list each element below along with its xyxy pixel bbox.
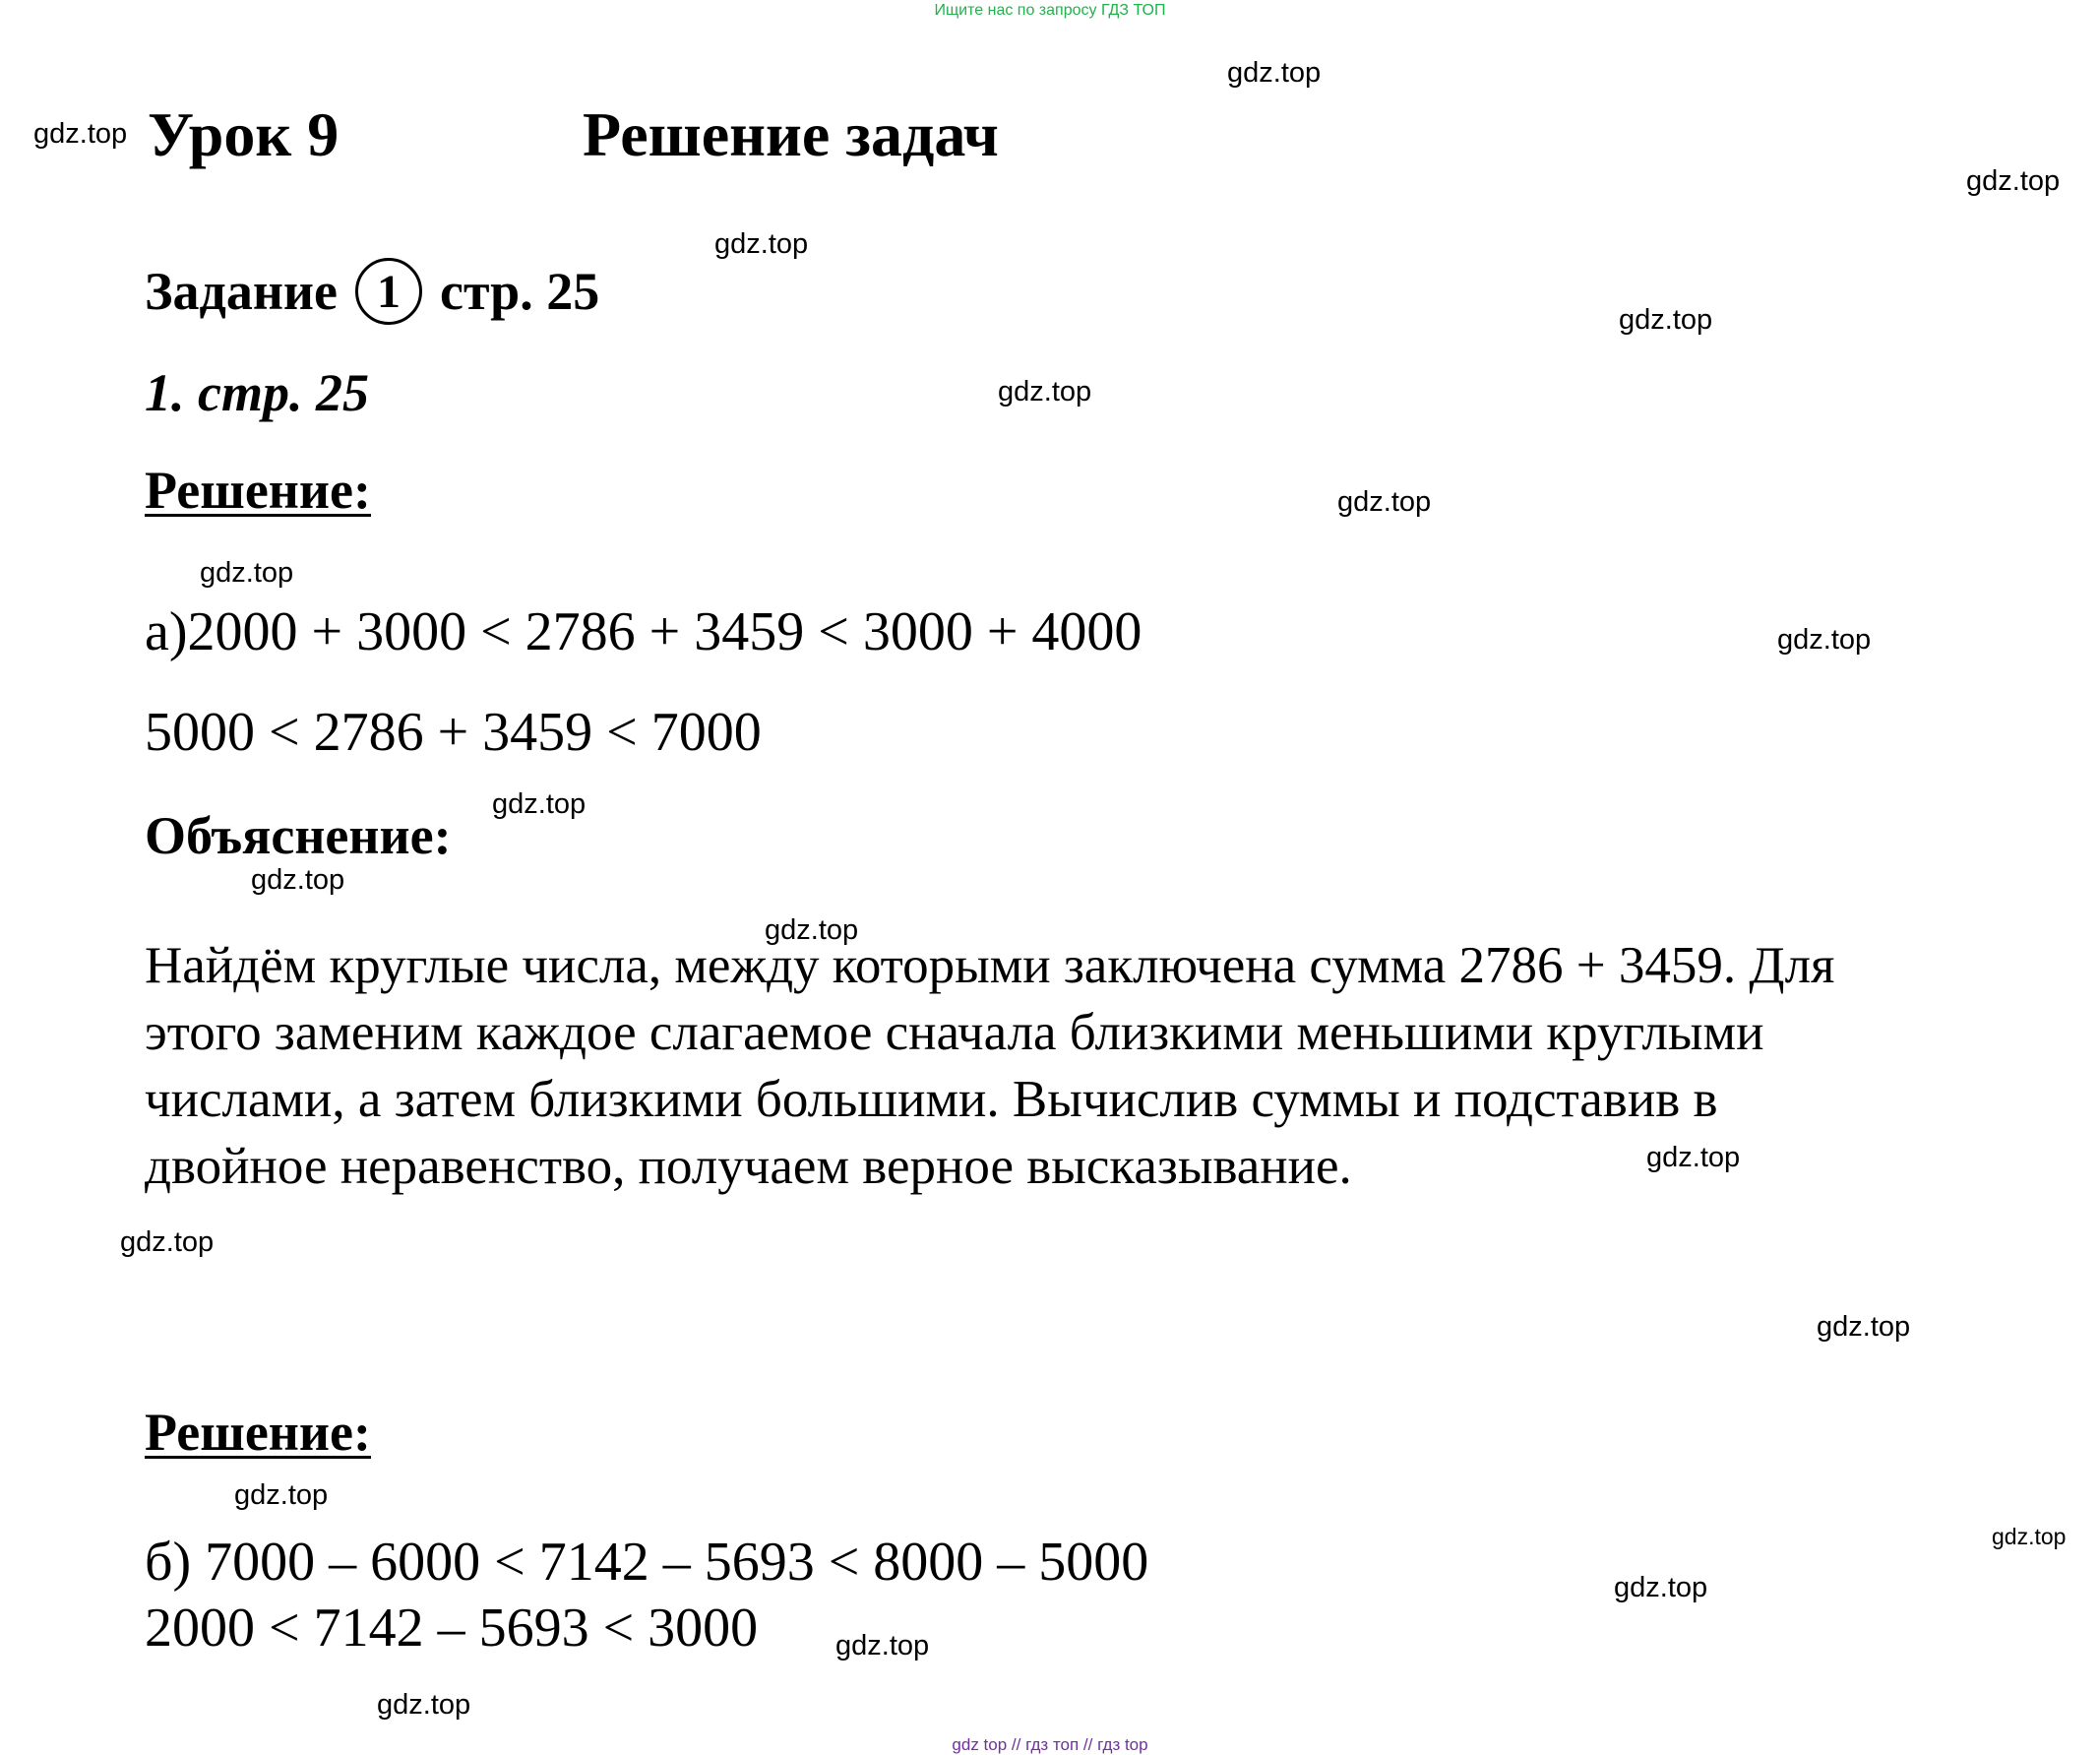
footer-watermark: gdz top // гдз топ // гдз top xyxy=(952,1735,1148,1754)
watermark: gdz.top xyxy=(200,557,294,589)
watermark: gdz.top xyxy=(1777,624,1872,656)
task-label: Задание xyxy=(145,262,339,321)
watermark: gdz.top xyxy=(1817,1311,1911,1343)
watermark: gdz.top xyxy=(1646,1142,1741,1173)
search-banner: Ищите нас по запросу ГДЗ ТОП xyxy=(934,2,1166,19)
lesson-title: Решение задач xyxy=(583,99,999,169)
explanation-line: двойное неравенство, получаем верное высказывание. xyxy=(145,1138,1352,1195)
watermark: gdz.top xyxy=(1227,57,1322,89)
watermark: gdz.top xyxy=(1619,304,1713,336)
subtask-heading: 1. стр. 25 xyxy=(145,363,369,422)
watermark: gdz.top xyxy=(33,118,128,150)
solution-label-b: Решение: xyxy=(145,1403,371,1462)
watermark: gdz.top xyxy=(998,376,1092,407)
watermark: gdz.top xyxy=(1992,1524,2067,1549)
task-number-circle: 1 xyxy=(355,258,422,325)
watermark: gdz.top xyxy=(1966,165,2061,197)
watermark: gdz.top xyxy=(234,1479,329,1511)
watermark: gdz.top xyxy=(835,1630,930,1661)
watermark: gdz.top xyxy=(251,864,345,896)
watermark: gdz.top xyxy=(120,1226,215,1258)
watermark: gdz.top xyxy=(1614,1572,1708,1603)
explanation-line: Найдём круглые числа, между которыми заключена сумма 2786 + 3459. Для xyxy=(145,937,1835,994)
lesson-number: Урок 9 xyxy=(148,99,340,169)
math-line-a1: а)2000 + 3000 < 2786 + 3459 < 3000 + 4000 xyxy=(145,601,1143,662)
explanation-line: этого заменим каждое слагаемое сначала близкими меньшими круглыми xyxy=(145,1004,1764,1061)
watermark: gdz.top xyxy=(492,788,587,820)
explanation-label: Объяснение: xyxy=(145,806,452,865)
watermark: gdz.top xyxy=(1337,486,1432,518)
watermark: gdz.top xyxy=(714,228,809,260)
solution-label-a: Решение: xyxy=(145,461,371,520)
explanation-line: числами, а затем близкими большими. Вычислив суммы и подставив в xyxy=(145,1071,1718,1128)
math-line-a2: 5000 < 2786 + 3459 < 7000 xyxy=(145,702,762,763)
watermark: gdz.top xyxy=(377,1689,471,1721)
watermark: gdz.top xyxy=(765,914,859,946)
task-page: стр. 25 xyxy=(440,262,600,321)
math-line-b1: б) 7000 – 6000 < 7142 – 5693 < 8000 – 5000 xyxy=(145,1532,1149,1593)
math-line-b2: 2000 < 7142 – 5693 < 3000 xyxy=(145,1598,759,1659)
explanation-text xyxy=(145,932,2073,1200)
task-heading xyxy=(145,258,599,325)
